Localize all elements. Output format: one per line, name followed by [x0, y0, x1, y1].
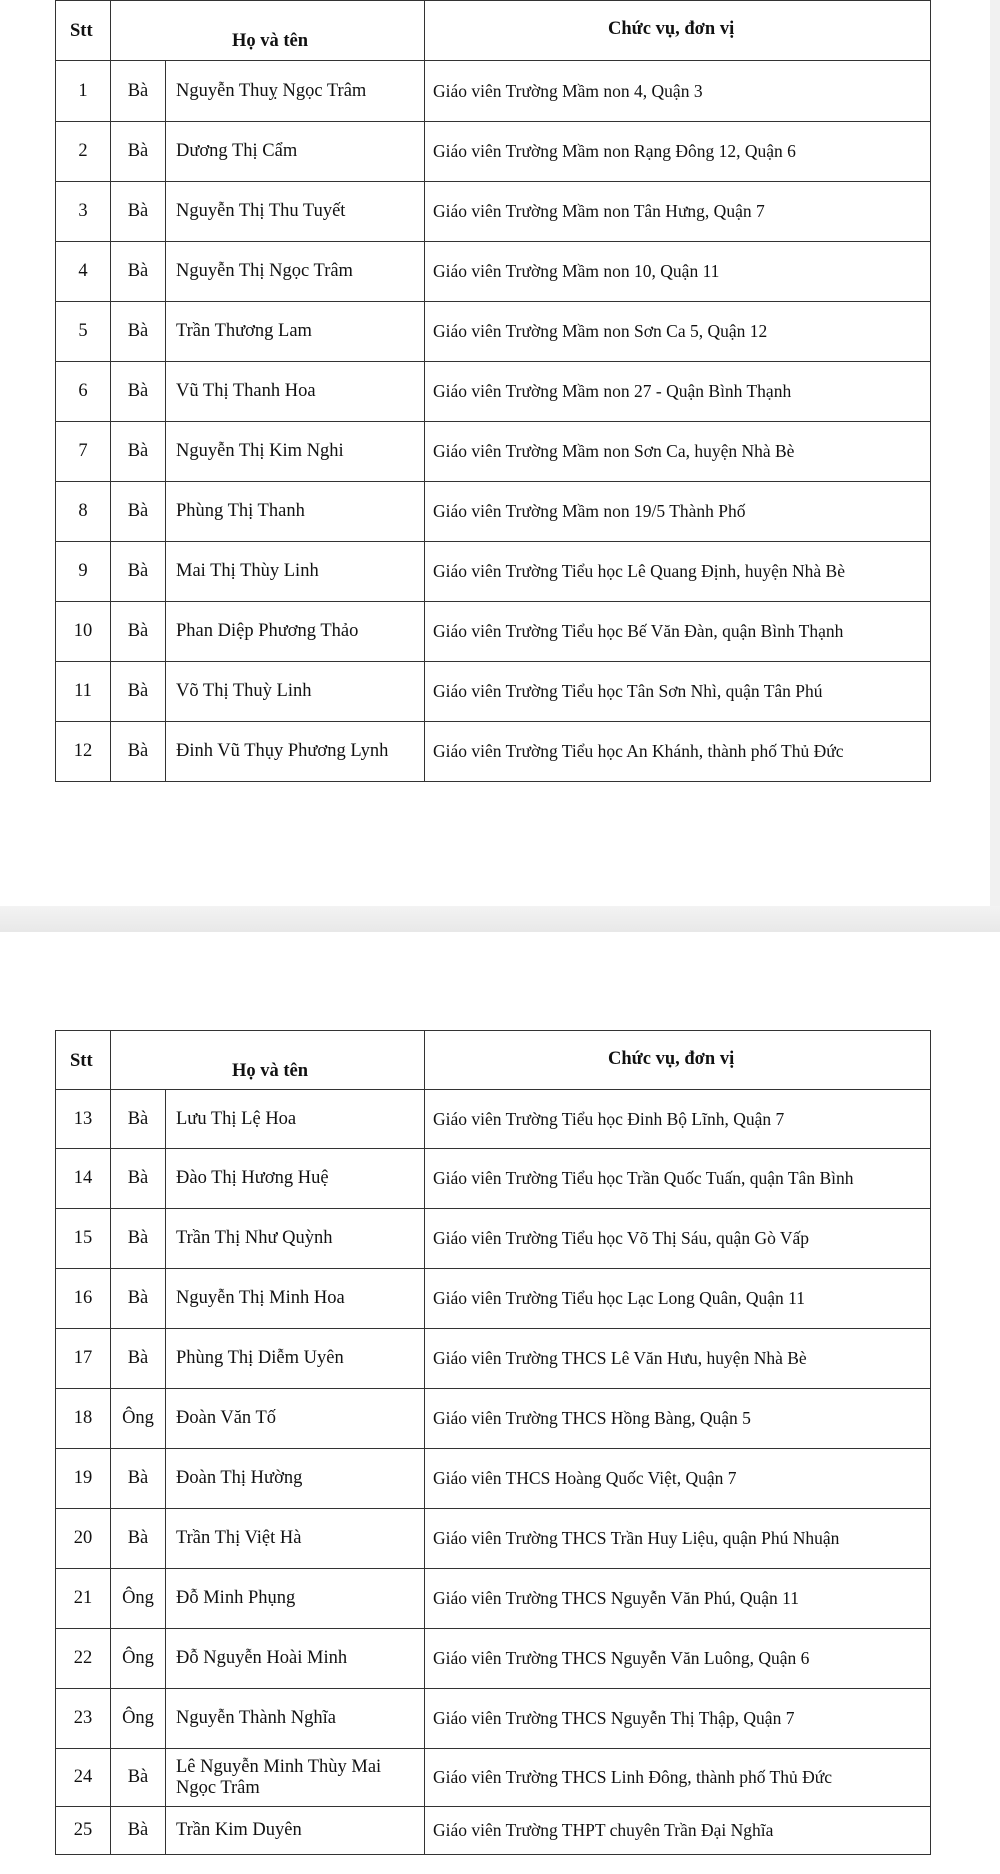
table-row: [56, 122, 931, 182]
header-position: Chức vụ, đơn vị: [425, 1031, 931, 1090]
row-name: Lê Nguyễn Minh Thùy Mai Ngọc Trâm: [166, 1749, 425, 1807]
row-stt: 23: [56, 1689, 111, 1749]
table-row: [56, 1149, 931, 1209]
row-position: Giáo viên Trường THCS Nguyễn Văn Luông, Quận 6: [425, 1629, 931, 1689]
table-header-row: [56, 1, 931, 61]
table-row: [56, 1689, 931, 1749]
row-name: Nguyễn Thị Kim Nghi: [166, 422, 425, 482]
row-position: Giáo viên Trường Mầm non 10, Quận 11: [425, 242, 931, 302]
row-honorific: Bà: [111, 602, 166, 662]
row-honorific: Ông: [111, 1389, 166, 1449]
roster-table-part-2: [55, 1030, 931, 1855]
table-row: [56, 1509, 931, 1569]
row-honorific: Bà: [111, 302, 166, 362]
row-stt: 5: [56, 302, 111, 362]
row-name: Đoàn Thị Hường: [166, 1449, 425, 1509]
row-position: Giáo viên Trường Tiểu học Lạc Long Quân, Quận 11: [425, 1269, 931, 1329]
row-position: Giáo viên Trường Mầm non 4, Quận 3: [425, 61, 931, 122]
row-position: Giáo viên Trường Tiểu học Đinh Bộ Lĩnh, Quận 7: [425, 1090, 931, 1149]
row-honorific: Bà: [111, 1329, 166, 1389]
row-stt: 13: [56, 1090, 111, 1149]
table-header-row: [56, 1031, 931, 1090]
row-honorific: Bà: [111, 722, 166, 782]
row-name: Trần Thị Như Quỳnh: [166, 1209, 425, 1269]
row-name: Nguyễn Thành Nghĩa: [166, 1689, 425, 1749]
row-stt: 10: [56, 602, 111, 662]
table-row: [56, 1269, 931, 1329]
row-name: Nguyễn Thị Ngọc Trâm: [166, 242, 425, 302]
header-name: Họ và tên: [111, 1031, 425, 1090]
row-position: Giáo viên Trường Tiểu học Tân Sơn Nhì, quận Tân Phú: [425, 662, 931, 722]
row-stt: 3: [56, 182, 111, 242]
table-row: [56, 1569, 931, 1629]
row-honorific: Bà: [111, 422, 166, 482]
row-honorific: Bà: [111, 1807, 166, 1855]
row-name: Mai Thị Thùy Linh: [166, 542, 425, 602]
row-name: Nguyễn Thị Thu Tuyết: [166, 182, 425, 242]
row-position: Giáo viên Trường THCS Hồng Bàng, Quận 5: [425, 1389, 931, 1449]
table-row: [56, 482, 931, 542]
table-row: [56, 1449, 931, 1509]
row-honorific: Bà: [111, 1090, 166, 1149]
table-row: [56, 302, 931, 362]
row-name: Đỗ Nguyễn Hoài Minh: [166, 1629, 425, 1689]
header-position: Chức vụ, đơn vị: [425, 1, 931, 61]
row-name: Phùng Thị Thanh: [166, 482, 425, 542]
row-position: Giáo viên Trường Mầm non Sơn Ca 5, Quận 12: [425, 302, 931, 362]
table-body-2: [56, 1090, 931, 1855]
row-name: Lưu Thị Lệ Hoa: [166, 1090, 425, 1149]
row-stt: 11: [56, 662, 111, 722]
table-row: [56, 662, 931, 722]
row-stt: 6: [56, 362, 111, 422]
table-row: [56, 422, 931, 482]
row-honorific: Bà: [111, 1149, 166, 1209]
table-row: [56, 242, 931, 302]
row-honorific: Bà: [111, 1269, 166, 1329]
header-name: Họ và tên: [111, 1, 425, 61]
row-stt: 7: [56, 422, 111, 482]
row-name: Đỗ Minh Phụng: [166, 1569, 425, 1629]
row-honorific: Bà: [111, 242, 166, 302]
row-position: Giáo viên Trường Tiểu học Lê Quang Định, huyện Nhà Bè: [425, 542, 931, 602]
table-row: [56, 722, 931, 782]
row-stt: 1: [56, 61, 111, 122]
table-row: [56, 1629, 931, 1689]
table-row: [56, 1090, 931, 1149]
row-position: Giáo viên Trường THCS Nguyễn Thị Thập, Quận 7: [425, 1689, 931, 1749]
row-name: Nguyễn Thị Minh Hoa: [166, 1269, 425, 1329]
table-row: [56, 542, 931, 602]
row-position: Giáo viên Trường Mầm non 27 - Quận Bình Thạnh: [425, 362, 931, 422]
row-stt: 18: [56, 1389, 111, 1449]
row-stt: 20: [56, 1509, 111, 1569]
row-name: Nguyễn Thuỵ Ngọc Trâm: [166, 61, 425, 122]
row-stt: 24: [56, 1749, 111, 1807]
row-stt: 15: [56, 1209, 111, 1269]
row-stt: 2: [56, 122, 111, 182]
row-position: Giáo viên Trường THCS Linh Đông, thành phố Thủ Đức: [425, 1749, 931, 1807]
row-stt: 16: [56, 1269, 111, 1329]
page-separator: [0, 906, 1000, 932]
row-stt: 9: [56, 542, 111, 602]
row-stt: 19: [56, 1449, 111, 1509]
row-honorific: Bà: [111, 542, 166, 602]
row-name: Phan Diệp Phương Thảo: [166, 602, 425, 662]
table-row: [56, 1389, 931, 1449]
table-body-1: [56, 61, 931, 782]
row-honorific: Ông: [111, 1629, 166, 1689]
row-honorific: Bà: [111, 182, 166, 242]
row-name: Đào Thị Hương Huệ: [166, 1149, 425, 1209]
row-stt: 4: [56, 242, 111, 302]
row-honorific: Bà: [111, 482, 166, 542]
row-name: Trần Thị Việt Hà: [166, 1509, 425, 1569]
table-row: [56, 61, 931, 122]
row-stt: 25: [56, 1807, 111, 1855]
roster-table-part-1: [55, 0, 931, 782]
row-name: Võ Thị Thuỳ Linh: [166, 662, 425, 722]
table-row: [56, 1329, 931, 1389]
row-honorific: Bà: [111, 61, 166, 122]
header-stt: Stt: [56, 1, 111, 61]
row-position: Giáo viên Trường THCS Nguyễn Văn Phú, Quận 11: [425, 1569, 931, 1629]
row-stt: 8: [56, 482, 111, 542]
row-honorific: Bà: [111, 1209, 166, 1269]
header-stt: Stt: [56, 1031, 111, 1090]
row-honorific: Bà: [111, 362, 166, 422]
row-position: Giáo viên Trường Tiểu học Trần Quốc Tuấn, quận Tân Bình: [425, 1149, 931, 1209]
row-stt: 12: [56, 722, 111, 782]
row-position: Giáo viên Trường Tiểu học Võ Thị Sáu, quận Gò Vấp: [425, 1209, 931, 1269]
row-honorific: Ông: [111, 1689, 166, 1749]
row-name: Trần Thương Lam: [166, 302, 425, 362]
row-name: Trần Kim Duyên: [166, 1807, 425, 1855]
row-name: Đoàn Văn Tố: [166, 1389, 425, 1449]
row-honorific: Bà: [111, 122, 166, 182]
row-stt: 17: [56, 1329, 111, 1389]
table-row: [56, 602, 931, 662]
row-honorific: Bà: [111, 1449, 166, 1509]
row-position: Giáo viên Trường Mầm non Tân Hưng, Quận 7: [425, 182, 931, 242]
row-honorific: Ông: [111, 1569, 166, 1629]
row-name: Đinh Vũ Thụy Phương Lynh: [166, 722, 425, 782]
row-honorific: Bà: [111, 1509, 166, 1569]
row-position: Giáo viên Trường Tiểu học An Khánh, thành phố Thủ Đức: [425, 722, 931, 782]
row-position: Giáo viên Trường Mầm non 19/5 Thành Phố: [425, 482, 931, 542]
row-position: Giáo viên Trường THCS Lê Văn Hưu, huyện Nhà Bè: [425, 1329, 931, 1389]
row-position: Giáo viên Trường Mầm non Sơn Ca, huyện Nhà Bè: [425, 422, 931, 482]
row-position: Giáo viên THCS Hoàng Quốc Việt, Quận 7: [425, 1449, 931, 1509]
table-row: [56, 1807, 931, 1855]
row-name: Vũ Thị Thanh Hoa: [166, 362, 425, 422]
row-position: Giáo viên Trường THPT chuyên Trần Đại Nghĩa: [425, 1807, 931, 1855]
row-position: Giáo viên Trường Tiểu học Bế Văn Đàn, quận Bình Thạnh: [425, 602, 931, 662]
row-name: Dương Thị Cẩm: [166, 122, 425, 182]
row-stt: 22: [56, 1629, 111, 1689]
row-name: Phùng Thị Diễm Uyên: [166, 1329, 425, 1389]
row-honorific: Bà: [111, 1749, 166, 1807]
table-row: [56, 1749, 931, 1807]
row-honorific: Bà: [111, 662, 166, 722]
table-row: [56, 182, 931, 242]
row-stt: 21: [56, 1569, 111, 1629]
table-row: [56, 1209, 931, 1269]
page-edge: [990, 0, 1000, 932]
row-position: Giáo viên Trường THCS Trần Huy Liệu, quận Phú Nhuận: [425, 1509, 931, 1569]
table-row: [56, 362, 931, 422]
row-position: Giáo viên Trường Mầm non Rạng Đông 12, Quận 6: [425, 122, 931, 182]
row-stt: 14: [56, 1149, 111, 1209]
